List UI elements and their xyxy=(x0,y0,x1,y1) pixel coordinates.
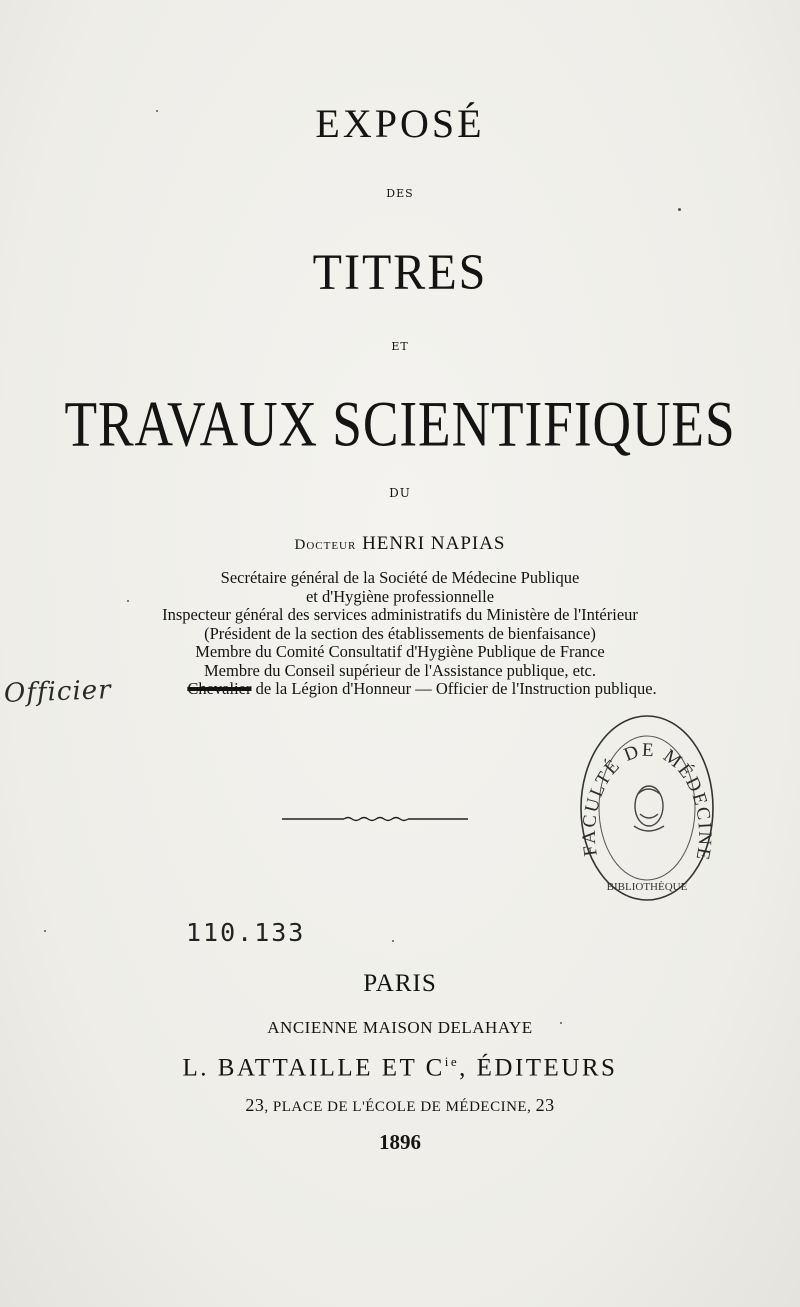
publisher-name: L. BATTAILLE ET C xyxy=(182,1054,445,1082)
author-name: HENRI NAPIAS xyxy=(362,533,506,554)
struck-word: Chevalier xyxy=(187,679,252,698)
paper-speck xyxy=(127,600,129,602)
title-titres: TITRES xyxy=(312,244,488,301)
credential-line xyxy=(0,680,800,699)
paper-speck xyxy=(560,1022,562,1024)
credential-line: Secrétaire général de la Société de Médecine Publique xyxy=(220,568,580,587)
paper-speck xyxy=(392,940,394,942)
credential-line: Membre du Conseil supérieur de l'Assistance publique, etc. xyxy=(203,660,596,680)
imprint-city: PARIS xyxy=(363,970,437,997)
paper-speck xyxy=(156,110,158,112)
author-line xyxy=(0,533,800,555)
imprint-year: 1896 xyxy=(379,1130,421,1154)
address-number-2: 23 xyxy=(535,1095,555,1115)
title-expose: EXPOSÉ xyxy=(315,101,485,146)
credential-line-rest: de la Légion d'Honneur — Officier de l'Instruction publique. xyxy=(251,679,657,698)
credential-line: Membre du Comité Consultatif d'Hygiène Publique de France xyxy=(195,642,605,661)
shelfmark-number: 110.133 xyxy=(186,918,306,947)
publisher-superscript: ie xyxy=(444,1054,460,1069)
imprint-address xyxy=(0,1095,800,1116)
imprint-publisher xyxy=(0,1054,800,1082)
paper-speck xyxy=(678,208,681,211)
credential-line: et d'Hygiène professionnelle xyxy=(305,586,495,606)
title-du: DU xyxy=(389,486,411,500)
paper-speck xyxy=(44,930,46,932)
title-des: DES xyxy=(386,187,414,200)
credential-line: Inspecteur général des services administratifs du Ministère de l'Intérieur xyxy=(162,605,638,624)
imprint-house: ANCIENNE MAISON DELAHAYE xyxy=(267,1018,533,1037)
title-travaux-scientifiques: TRAVAUX SCIENTIFIQUES xyxy=(64,387,736,460)
address-number: 23 xyxy=(245,1095,265,1115)
title-et: ET xyxy=(391,340,409,353)
publisher-suffix: , ÉDITEURS xyxy=(459,1054,618,1082)
handwritten-annotation: Officier xyxy=(3,675,113,709)
library-stamp-icon xyxy=(576,710,718,906)
credential-line: (Président de la section des établissements de bienfaisance) xyxy=(204,623,596,643)
author-prefix: Docteur xyxy=(294,537,357,553)
address-street: , PLACE DE L'ÉCOLE DE MÉDECINE, xyxy=(264,1099,536,1115)
ornamental-rule xyxy=(282,816,468,818)
credentials-block xyxy=(0,569,800,699)
stamp-bottom-text: BIBLIOTHÈQUE xyxy=(606,881,688,893)
stamp-text: FACULTÉ DE MÉDECINE xyxy=(578,739,716,864)
